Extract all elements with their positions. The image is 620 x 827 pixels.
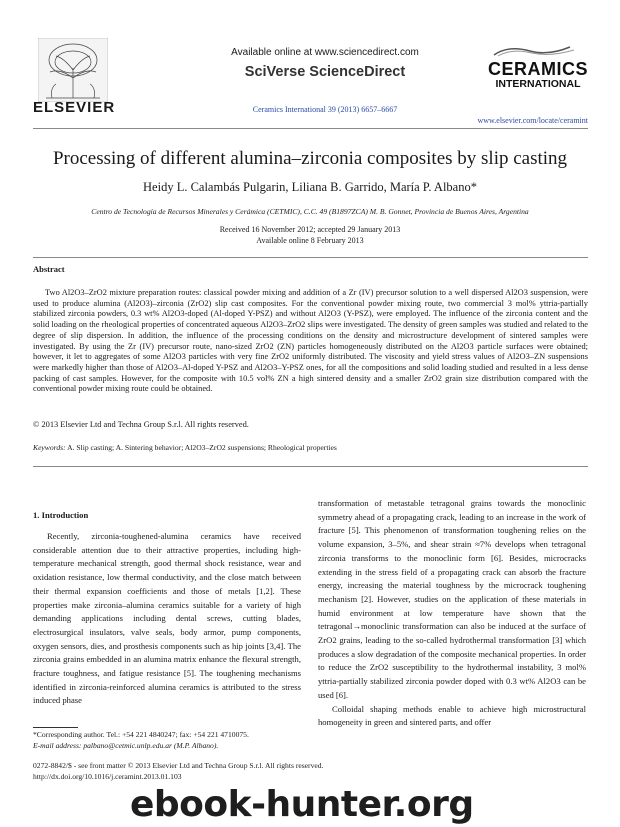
issn-block [33, 761, 453, 782]
footnote-corresponding: *Corresponding author. Tel.: +54 221 4840247; fax: +54 221 4710075. [33, 730, 249, 739]
publisher-logo-text: ELSEVIER [33, 99, 116, 116]
copyright-line: © 2013 Elsevier Ltd and Techna Group S.r.l. All rights reserved. [33, 420, 249, 429]
article-dates [20, 224, 600, 246]
available-date: Available online 8 February 2013 [256, 236, 364, 245]
watermark-text: ebook-hunter.org [130, 784, 474, 825]
section-heading: 1. Introduction [33, 510, 89, 520]
footnote-rule [33, 727, 78, 728]
header-divider [33, 128, 588, 129]
article-title: Processing of different alumina–zirconia composites by slip casting [52, 148, 568, 169]
doi-link[interactable]: http://dx.doi.org/10.1016/j.ceramint.2013.01.103 [33, 771, 182, 781]
footnote-email[interactable]: E-mail address: palbano@cetmic.unlp.edu.ar (M.P. Albano). [33, 740, 219, 750]
right-paragraph-1: transformation of metastable tetragonal grains towards the monoclinic symmetry ahead of a propagating crack, leading to an increase in the work of fracture [5]. This phenomenon of transformation toughening relies on the volume expansion, 3–5%, and shear strain ≈7% develops when tetragonal zirconia transforms to the monoclinic form [6]. Besides, microcracks extending in the stress field of a propagating crack can absorb the fracture energy, increasing the material toughness by the microcrack toughening mechanism [2]. However, studies on the application of these materials in humid environment at low temperature have shown that the tetragonal→monoclinic transformation can also be induced at the surface of ZrO2 grains, leading to the so-called hydrothermal transformation [3] which produces a slow degradation of the composite mechanical properties. In order to reduce the ZrO2 susceptibility to the hydrothermal instability, 3 mol% yttria-partially stabilized zirconia powder doped with 0.3 wt% Al2O3 can be used [6]. [318, 498, 586, 700]
right-column [318, 497, 586, 730]
watermark [130, 784, 590, 824]
journal-citation-link[interactable]: Ceramics International 39 (2013) 6657–6667 [252, 105, 398, 114]
author-affiliation: Centro de Tecnología de Recursos Minerales y Cerámica (CETMIC), C.C. 49 (B1897ZCA) M. B. Gonnet, Provincia de Buenos Aires, Argentina [91, 207, 529, 216]
elsevier-tree-logo [38, 38, 108, 102]
footnote [33, 730, 301, 751]
abstract-heading: Abstract [33, 264, 65, 274]
available-online-text[interactable]: Available online at www.sciencedirect.com [231, 47, 419, 58]
body-divider [33, 466, 588, 467]
abstract-text: Two Al2O3–ZrO2 mixture preparation routes: classical powder mixing and addition of a Zr (IV) precursor solution to a well dispersed Al2O3 suspension, were used to produce alumina (Al2O3)–zirconia (ZrO2) slip cast composites. For the conventional powder mixing route, two commercial 3 mol% yttria-partially stabilized zirconia powders, 0.3 wt% Al2O3-doped (Al-doped Y-PSZ) and without Al2O3 (Y-PSZ), were employed. The influence of the zirconia content and the solid loading on the rheological properties of concentrated aqueous Al2O3–ZrO2 slips were investigated. The density of green samples was studied and related to the degree of slip dispersion. In addition, the influence of the processing conditions on the density and microstructure development of sintered samples were investigated. By using the Zr (IV) precursor route, nano-sized ZrO2 (ZN) particles homogeneously distributed on the Al2O3 particle surfaces were obtained; however, it let to aggregates of some Al2O3 particles with very fine ZrO2 uniformly distributed. The viscosity and yield stress values of Al2O3–ZN suspensions were markedly higher than those of Al2O3–Al-doped Y-PSZ and Al2O3–Y-PSZ ones, for all the compositions and solid loading studied and resulted in a less dense packing of cast samples. However, for the composite with 10.5 vol% ZN a high sintered density and a smaller ZrO2 grain size distribution compared with the conventional powder mixing route could be obtained. [33, 288, 588, 394]
article-authors: Heidy L. Calambás Pulgarin, Liliana B. Garrido, María P. Albano* [143, 180, 477, 194]
journal-logo [488, 43, 588, 101]
journal-logo-title: CERAMICS [488, 59, 589, 79]
left-column [33, 530, 301, 708]
sciverse-logo-text: SciVerse ScienceDirect [244, 64, 406, 80]
journal-homepage-link[interactable]: www.elsevier.com/locate/ceramint [477, 116, 588, 125]
received-date: Received 16 November 2012; accepted 29 January 2013 [219, 225, 401, 234]
journal-logo-subtitle: INTERNATIONAL [495, 78, 581, 90]
left-paragraph: Recently, zirconia-toughened-alumina ceramics have received considerable attention due to their attractive properties, including high-temperature mechanical strength, good thermal shock resistance, wear and oxidation resistance, low thermal conductivity, and the close match between their thermal expansion coefficients and those of metals [1,2]. These properties make zirconia–alumina ceramics suitable for a variety of high demanding applications including dental screws, cutting blades, electrosurgical insulators, valve seals, body armor, pump components, oxygen sensors, dies, and prosthesis components such as hip joints [3,4]. The zirconia grains embedded in an alumina matrix enhance the flexural strength, fracture toughness, and fatigue resistance [5]. The toughening mechanisms identified in zirconia-reinforced alumina ceramics is attributed to the stress induced phase [33, 531, 301, 706]
issn-line: 0272-8842/$ - see front matter © 2013 Elsevier Ltd and Techna Group S.r.l. All rights reserved. [33, 761, 324, 770]
right-paragraph-2: Colloidal shaping methods enable to achieve high microstructural homogeneity in green and sintered parts, and offer [318, 703, 586, 728]
abstract-divider [33, 257, 588, 258]
journal-logo-graphic [488, 43, 588, 57]
keywords-label: Keywords: [33, 443, 66, 452]
keywords [33, 443, 337, 452]
keywords-list: A. Slip casting; A. Sintering behavior; Al2O3–ZrO2 suspensions; Rheological properties [67, 443, 337, 452]
